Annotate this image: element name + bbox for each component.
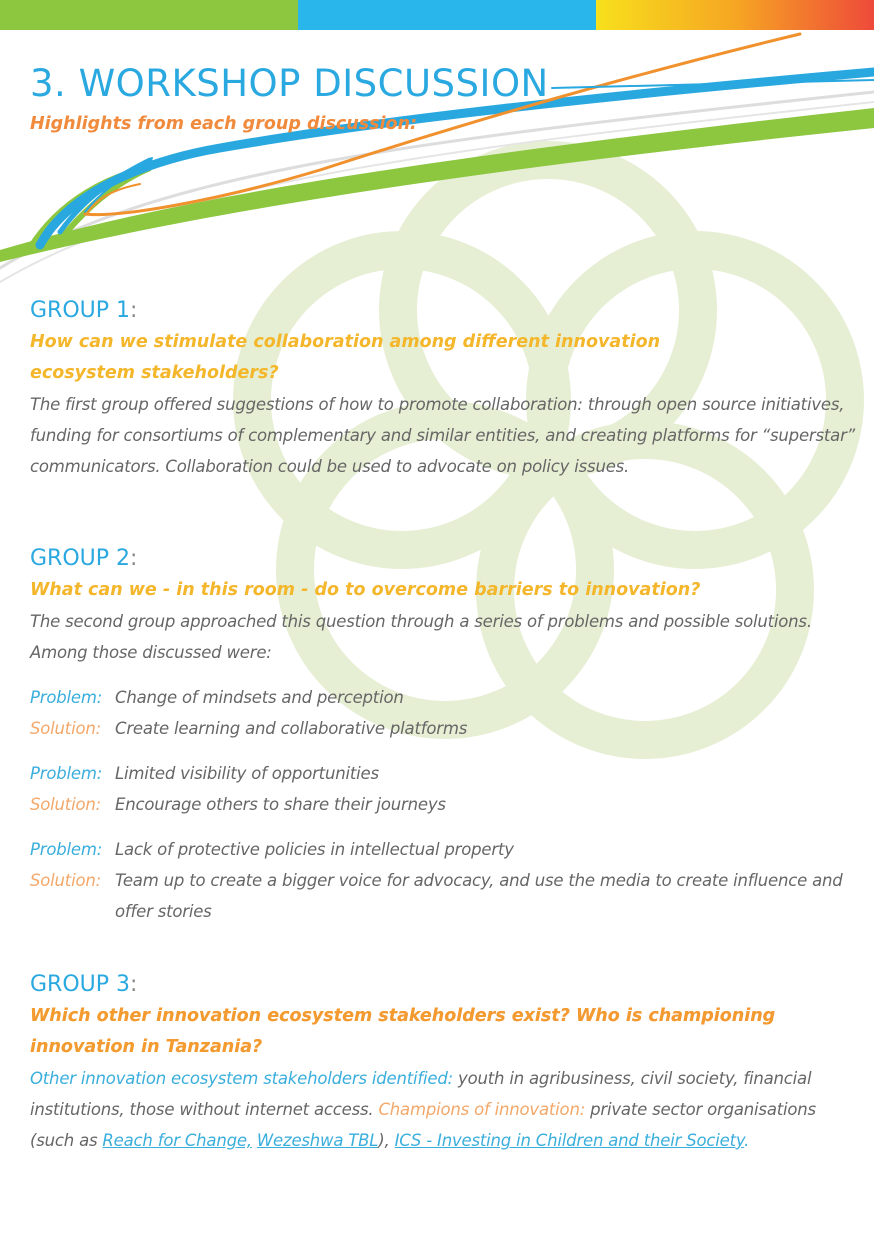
page-subtitle: Highlights from each group discussion:: [30, 114, 418, 134]
page-title: 3. WORKSHOP DISCUSSION: [30, 62, 549, 105]
group-1-body: The first group offered suggestions of how to promote collaboration: through open source initiatives, funding for consortiums of complementary and similar entities, and creating platforms for “superstar” communicators. Collaboration could be used to advocate on policy issues.: [30, 395, 855, 476]
problem-text: Change of mindsets and perception: [115, 688, 404, 707]
problem-solution-pair: [30, 834, 860, 927]
problem-row: [30, 834, 860, 865]
group-1-heading-colon: :: [130, 298, 138, 323]
solution-label: Solution:: [30, 719, 101, 738]
problem-solution-pair: [30, 682, 860, 744]
problem-label: Problem:: [30, 764, 103, 783]
group-1-question-line1: How can we stimulate collaboration among different innovation: [30, 332, 661, 352]
ics-link[interactable]: ICS - Investing in Children and their Society: [394, 1131, 745, 1150]
body-end-period: .: [744, 1131, 750, 1150]
problem-label: Problem:: [30, 688, 103, 707]
solution-label: Solution:: [30, 795, 101, 814]
group-3-heading-text: GROUP 3: [30, 972, 131, 997]
problem-row: [30, 682, 860, 713]
solution-label: Solution:: [30, 871, 101, 890]
champions-text: private sector organisations (such as: [30, 1100, 816, 1150]
group-1-section: [30, 298, 860, 482]
group-3-question: Which other innovation ecosystem stakeholders exist? Who is championing innovation in Tanzania?: [30, 1001, 860, 1063]
problem-solution-pair: [30, 758, 860, 820]
reach-for-change-link[interactable]: Reach for Change,: [102, 1131, 252, 1150]
solution-text: Encourage others to share their journeys: [115, 795, 446, 814]
group-1-question-line2: ecosystem stakeholders?: [30, 363, 279, 383]
group-2-question: What can we - in this room - do to overcome barriers to innovation?: [30, 580, 701, 600]
solution-row: [30, 789, 860, 820]
problem-text: Limited visibility of opportunities: [115, 764, 379, 783]
link-separator-2: ),: [378, 1131, 395, 1150]
group-3-heading: [30, 972, 860, 997]
solution-text: Create learning and collaborative platforms: [115, 719, 468, 738]
wezeshwa-tbl-link[interactable]: Wezeshwa TBL: [256, 1131, 379, 1150]
group-1-question: [30, 327, 860, 389]
solution-text: Team up to create a bigger voice for advocacy, and use the media to create influence and offer stories: [115, 871, 843, 921]
group-3-heading-colon: :: [130, 972, 138, 997]
stakeholders-label: Other innovation ecosystem stakeholders identified:: [30, 1069, 453, 1088]
champions-label: Champions of innovation:: [378, 1100, 586, 1119]
problem-text: Lack of protective policies in intellectual property: [115, 840, 514, 859]
group-2-heading-colon: :: [130, 546, 138, 571]
solution-row: [30, 713, 860, 744]
group-2-section: [30, 546, 860, 927]
group-1-heading-text: GROUP 1: [30, 298, 131, 323]
group-2-intro: The second group approached this question through a series of problems and possible solutions. Among those discussed were:: [30, 612, 812, 662]
group-1-heading: [30, 298, 860, 323]
group-2-heading-text: GROUP 2: [30, 546, 131, 571]
stakeholders-text: youth in agribusiness, civil society, financial institutions, those without internet access.: [30, 1069, 812, 1119]
problem-label: Problem:: [30, 840, 103, 859]
group-3-section: [30, 972, 860, 1156]
group-3-body: [30, 1063, 860, 1156]
problem-row: [30, 758, 860, 789]
group-2-heading: [30, 546, 860, 571]
solution-row: [30, 865, 860, 927]
